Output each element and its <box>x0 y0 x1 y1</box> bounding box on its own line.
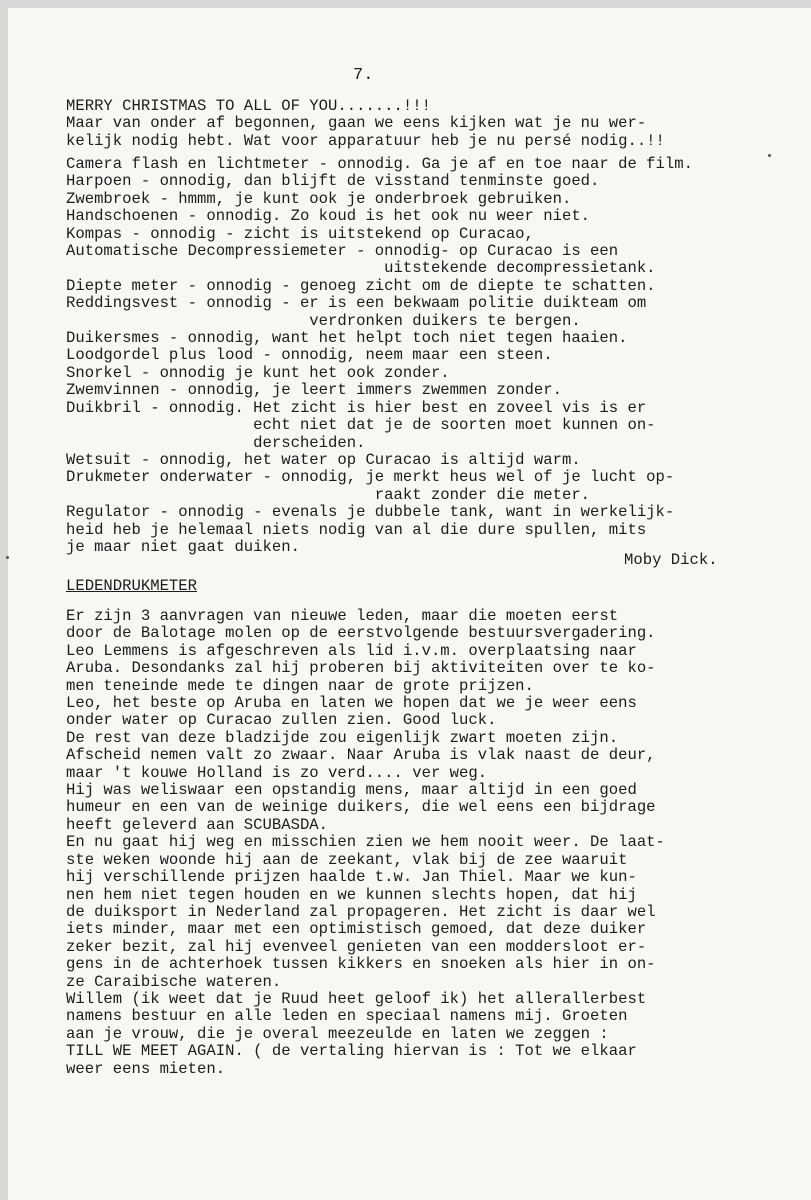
text-line: heeft geleverd aan SCUBASDA. <box>66 815 329 834</box>
text-line: humeur en een van de weinige duikers, die wel eens een bijdrage <box>66 798 656 817</box>
text-line: De rest van deze bladzijde zou eigenlijk zwart moeten zijn. <box>66 728 619 747</box>
list-line: uitstekende decompressietank. <box>66 259 656 278</box>
text-line: Afscheid nemen valt zo zwaar. Naar Aruba is vlak naast de deur, <box>66 746 656 765</box>
text-line: gens in de achterhoek tussen kikkers en snoeken als hier in on- <box>66 955 656 974</box>
list-line: echt niet dat je de soorten moet kunnen on- <box>66 416 656 435</box>
text-line: TILL WE MEET AGAIN. ( de vertaling hiervan is : Tot we elkaar <box>66 1042 637 1061</box>
text-line: Willem (ik weet dat je Ruud heet geloof ik) het allerallerbest <box>66 989 647 1008</box>
text-line: iets minder, maar met een optimistisch gemoed, dat deze duiker <box>66 920 647 939</box>
list-line: je maar niet gaat duiken. <box>66 537 300 556</box>
text-line: ze Caraibische wateren. <box>66 972 282 991</box>
text-line: Aruba. Desondanks zal hij proberen bij aktiviteiten over te ko- <box>66 659 656 678</box>
text-line: aan je vrouw, die je overal meezeulde en laten we zeggen : <box>66 1024 609 1043</box>
list-line: Harpoen - onnodig, dan blijft de visstand tenminste goed. <box>66 172 600 191</box>
text-line: hij verschillende prijzen haalde t.w. Jan Thiel. Maar we kun- <box>66 868 637 887</box>
text-line: ste weken woonde hij aan de zeekant, vlak bij de zee waaruit <box>66 850 628 869</box>
list-line: Drukmeter onderwater - onnodig, je merkt heus wel of je lucht op- <box>66 468 675 487</box>
list-line: Zwembroek - hmmm, je kunt ook je onderbroek gebruiken. <box>66 189 572 208</box>
signature: Moby Dick. <box>624 551 718 569</box>
list-line: Handschoenen - onnodig. Zo koud is het ook nu weer niet. <box>66 207 591 226</box>
list-line: Diepte meter - onnodig - genoeg zicht om de diepte te schatten. <box>66 276 656 295</box>
list-line: verdronken duikers te bergen. <box>66 311 581 330</box>
list-line: Wetsuit - onnodig, het water op Curacao is altijd warm. <box>66 450 581 469</box>
list-line: Snorkel - onnodig je kunt het ook zonder. <box>66 363 450 382</box>
text-line: Er zijn 3 aanvragen van nieuwe leden, maar die moeten eerst <box>66 607 619 625</box>
page-number: 7. <box>353 66 374 85</box>
list-line: Automatische Decompressiemeter - onnodig- op Curacao is een <box>66 242 619 261</box>
list-line: Loodgordel plus lood - onnodig, neem maar een steen. <box>66 346 553 365</box>
text-line: Maar van onder af begonnen, gaan we eens kijken wat je nu wer- <box>66 114 647 133</box>
article-body <box>66 608 665 1078</box>
text-line: En nu gaat hij weg en misschien zien we hem nooit weer. De laat- <box>66 833 665 852</box>
text-line: onder water op Curacao zullen zien. Good luck. <box>66 711 497 730</box>
text-line: zeker bezit, zal hij evenveel genieten van een moddersloot er- <box>66 937 647 956</box>
text-line: Leo, het beste op Aruba en laten we hopen dat we je weer eens <box>66 694 637 713</box>
text-line: MERRY CHRISTMAS TO ALL OF YOU.......!!! <box>66 97 431 115</box>
list-line: Kompas - onnodig - zicht is uitstekend op Curacao, <box>66 224 534 243</box>
text-line: nen hem niet tegen houden en we kunnen slechts hopen, dat hij <box>66 885 637 904</box>
list-line: Camera flash en lichtmeter - onnodig. Ga je af en toe naar de film. <box>66 155 693 173</box>
list-line: derscheiden. <box>66 433 366 452</box>
text-line: de duiksport in Nederland zal propageren. Het zicht is daar wel <box>66 902 656 921</box>
text-line: Hij was weliswaar een opstandig mens, maar altijd in een goed <box>66 781 637 800</box>
list-line: Duikbril - onnodig. Het zicht is hier best en zoveel vis is er <box>66 398 647 417</box>
list-line: Reddingsvest - onnodig - er is een bekwaam politie duikteam om <box>66 294 647 313</box>
intro-paragraph <box>66 98 665 150</box>
section-heading: LEDENDRUKMETER <box>66 577 198 595</box>
text-line: door de Balotage molen op de eerstvolgende bestuursvergadering. <box>66 624 656 643</box>
list-line: Zwemvinnen - onnodig, je leert immers zwemmen zonder. <box>66 381 562 400</box>
text-line: namens bestuur en alle leden en speciaal namens mij. Groeten <box>66 1007 628 1026</box>
document-page <box>8 8 811 1200</box>
text-line: maar 't kouwe Holland is zo verd.... ver weg. <box>66 763 488 782</box>
list-line: raakt zonder die meter. <box>66 485 591 504</box>
equipment-list <box>66 156 693 556</box>
punch-mark <box>6 556 9 559</box>
speck-mark <box>768 154 771 157</box>
text-line: weer eens mieten. <box>66 1059 226 1078</box>
text-line: kelijk nodig hebt. Wat voor apparatuur heb je nu persé nodig..!! <box>66 131 665 150</box>
list-line: Duikersmes - onnodig, want het helpt toch niet tegen haaien. <box>66 329 628 348</box>
text-line: men teneinde mede te dingen naar de grote prijzen. <box>66 676 534 695</box>
list-line: Regulator - onnodig - evenals je dubbele tank, want in werkelijk- <box>66 503 675 522</box>
list-line: heid heb je helemaal niets nodig van al die dure spullen, mits <box>66 520 647 539</box>
text-line: Leo Lemmens is afgeschreven als lid i.v.m. overplaatsing naar <box>66 641 637 660</box>
